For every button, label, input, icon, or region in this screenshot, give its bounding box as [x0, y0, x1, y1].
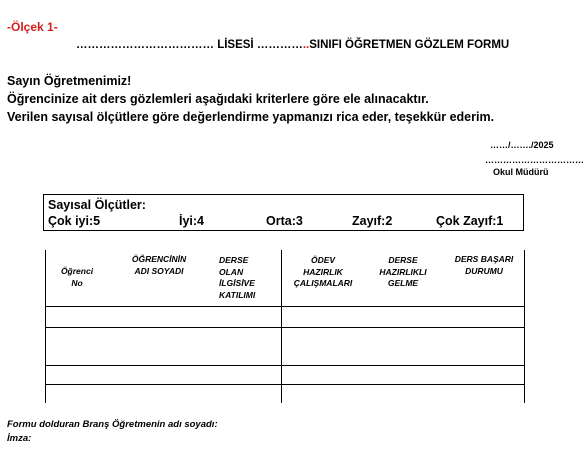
header-homework: ÖDEV HAZIRLIK ÇALIŞMALARI: [293, 255, 353, 288]
signature-label: İmza:: [7, 433, 32, 444]
header-student-no: Öğrenci No: [60, 266, 94, 288]
criteria-weak: Zayıf:2: [352, 214, 393, 228]
form-title: [76, 39, 509, 51]
teacher-name-label: Formu dolduran Branş Öğretmenin adı soyadı:: [7, 419, 218, 430]
scale-title: -Ölçek 1-: [7, 20, 58, 34]
criteria-title: Sayısal Ölçütler:: [48, 198, 146, 212]
table-row-line: [45, 384, 525, 385]
header-participation: DERSE OLAN İLGİSİVE KATILIMI: [219, 255, 256, 300]
criteria-average: Orta:3: [266, 214, 303, 228]
table-row-line: [45, 365, 525, 366]
principal-label: Okul Müdürü: [493, 167, 549, 177]
header-student-name: ÖĞRENCİNİN ADI SOYADI: [131, 254, 187, 276]
criteria-box: [43, 194, 524, 231]
date-field: ……/……./2025: [490, 140, 554, 150]
school-label: LİSESİ: [217, 39, 254, 51]
signature-blank: ……………………………: [485, 155, 584, 165]
greeting-line-2: Öğrencinize ait ders gözlemleri aşağıdaki kriterlere göre ele alınacaktır.: [7, 92, 429, 106]
school-name-blank: ………………………………: [76, 39, 214, 51]
criteria-very-weak: Çok Zayıf:1: [436, 214, 504, 228]
table-row-line: [45, 306, 525, 307]
header-preparedness: DERSE HAZIRLIKLI GELME: [379, 255, 427, 288]
table-row-line: [45, 327, 525, 328]
greeting-line-1: Sayın Öğretmenimiz!: [7, 74, 132, 88]
form-title-rest: SINIFI ÖĞRETMEN GÖZLEM FORMU: [309, 39, 510, 51]
criteria-good: İyi:4: [179, 214, 205, 228]
greeting-line-3: Verilen sayısal ölçütlere göre değerlendirme yapmanızı rica eder, teşekkür ederim.: [7, 110, 495, 124]
header-success: DERS BAŞARI DURUMU: [454, 254, 514, 276]
class-blank-red: ..: [302, 39, 310, 51]
criteria-very-good: Çok iyi:5: [48, 214, 101, 228]
class-blank: …………: [256, 39, 303, 51]
greeting: [7, 72, 494, 126]
